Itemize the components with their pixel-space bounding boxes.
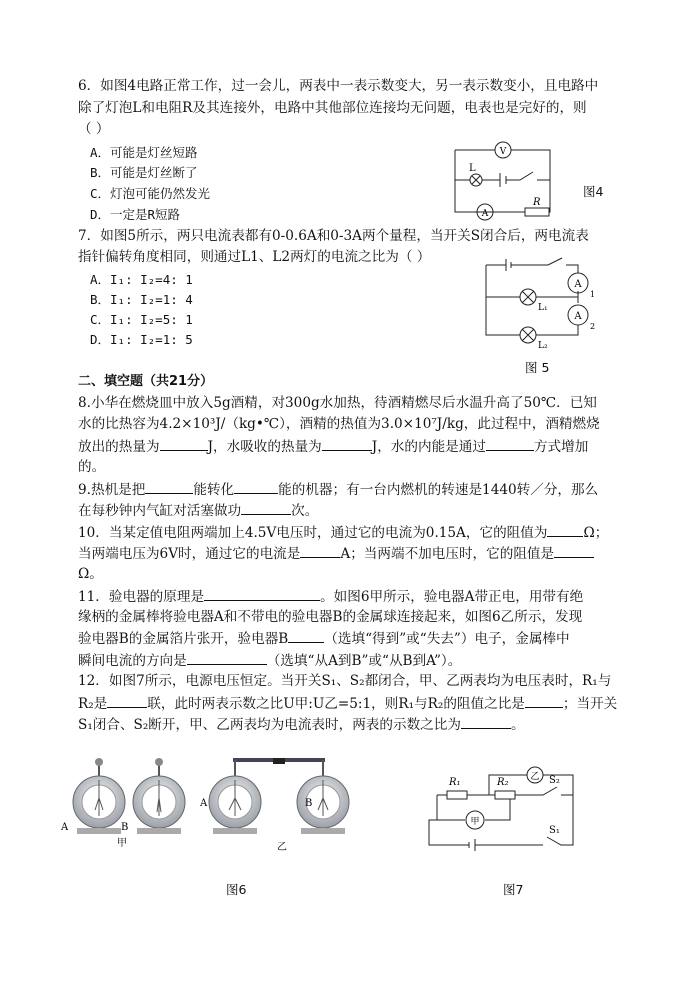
q12-blank-1[interactable] bbox=[107, 694, 147, 708]
fig4-ammeter-label: A bbox=[481, 209, 489, 219]
fig4-voltmeter-label: V bbox=[499, 147, 507, 157]
q6-line2: 除了灯泡L和电阻R及其连接外，电路中其他部位连接均无问题，电表也是完好的，则 bbox=[78, 100, 587, 116]
fig7-meter-jia-label: 甲 bbox=[470, 817, 480, 827]
q10-text-c: 当两端电压为6V时，通过它的电流是 bbox=[78, 546, 301, 562]
q7-option-d: D．I₁: I₂=1: 5 bbox=[90, 332, 193, 347]
figure-6-electroscopes bbox=[55, 758, 370, 858]
fig6-caption: 图6 bbox=[226, 882, 247, 897]
fig4-lamp-label: L bbox=[469, 163, 476, 174]
fig6-label-b: B bbox=[121, 822, 129, 833]
electroscope-a-right bbox=[209, 760, 261, 834]
q6-option-b: B．可能是灯丝断了 bbox=[90, 165, 198, 180]
q6-option-d: D．一定是R短路 bbox=[90, 207, 181, 222]
fig5-lamp1-label: L₁ bbox=[538, 303, 548, 313]
q9-text-a: 9.热机是把 bbox=[78, 482, 146, 498]
q9-line1 bbox=[78, 480, 598, 500]
q9-blank-2[interactable] bbox=[234, 480, 278, 494]
q11-blank-3[interactable] bbox=[187, 651, 267, 665]
q10-blank-2[interactable] bbox=[300, 544, 340, 558]
fig7-s2-label: S₂ bbox=[549, 775, 560, 786]
figure-4-circuit bbox=[445, 140, 565, 225]
q10-blank-1[interactable] bbox=[547, 523, 583, 537]
q8-text-b: J，水吸收的热量为 bbox=[207, 439, 322, 455]
fig5-lamp2-label: L₂ bbox=[538, 341, 548, 350]
fig5-caption: 图 5 bbox=[525, 360, 550, 375]
q9-blank-1[interactable] bbox=[145, 480, 193, 494]
q9-text-c: 能的机器；有一台内燃机的转速是1440转／分，那么 bbox=[278, 482, 599, 498]
q6-line1: 6．如图4电路正常工作，过一会儿，两表中一表示数变大，另一表示数变小，且电路中 bbox=[78, 78, 599, 94]
q8-line1: 8.小华在燃烧皿中放入5g酒精，对300g水加热，待酒精燃尽后水温升高了50℃．已知 bbox=[78, 395, 597, 411]
q10-text-b: Ω； bbox=[583, 525, 609, 541]
q10-line2 bbox=[78, 544, 594, 564]
q6-paren: （ ） bbox=[78, 121, 110, 137]
q11-blank-2[interactable] bbox=[288, 629, 324, 643]
q12-line1: 12．如图7所示，电源电压恒定。当开关S₁、S₂都闭合，甲、乙两表均为电压表时，R₁与 bbox=[78, 673, 612, 689]
q10-line1 bbox=[78, 523, 608, 543]
fig5-meter1-number: 1 bbox=[590, 290, 596, 299]
q11-line1 bbox=[78, 587, 583, 607]
q9-line2 bbox=[78, 501, 318, 521]
q11-line4 bbox=[78, 651, 461, 671]
fig5-meter2-number: 2 bbox=[590, 322, 596, 331]
q9-text-e: 次。 bbox=[291, 503, 319, 519]
q7-option-a: A．I₁: I₂=4: 1 bbox=[90, 272, 193, 287]
q11-text-f: 瞬间电流的方向是 bbox=[78, 653, 187, 669]
q11-text-a: 11．验电器的原理是 bbox=[78, 589, 205, 605]
q8-blank-2[interactable] bbox=[322, 437, 372, 451]
q11-text-b: 。如图6甲所示，验电器A带正电，用带有绝 bbox=[320, 589, 584, 605]
q10-line3: Ω。 bbox=[78, 566, 103, 582]
q7-option-b: B．I₁: I₂=1: 4 bbox=[90, 292, 193, 307]
q12-text-c: 联，此时两表示数之比U甲:U乙=5:1，则R₁与R₂的阻值之比是 bbox=[147, 696, 525, 712]
q12-text-f: 。 bbox=[510, 717, 525, 733]
q10-blank-3[interactable] bbox=[554, 544, 594, 558]
q7-line1: 7．如图5所示，两只电流表都有0-0.6A和0-3A两个量程，当开关S闭合后，两电流表 bbox=[78, 228, 589, 244]
q9-blank-3[interactable] bbox=[241, 501, 291, 515]
q11-text-d: 验电器B的金属箔片张开，验电器B bbox=[78, 631, 289, 647]
electroscope-b-left bbox=[133, 758, 185, 834]
fig5-ammeter1-label: A bbox=[574, 279, 582, 290]
q8-blank-3[interactable] bbox=[486, 437, 534, 451]
fig7-r1-label: R₁ bbox=[449, 777, 461, 788]
q11-line3 bbox=[78, 629, 570, 649]
fig6-label-b2: B bbox=[305, 798, 313, 809]
fig6-label-yi: 乙 bbox=[277, 842, 287, 853]
q7-option-c: C．I₁: I₂=5: 1 bbox=[90, 312, 193, 327]
q8-text-a: 放出的热量为 bbox=[78, 439, 160, 455]
q7-line2: 指针偏转角度相同，则通过L1、L2两灯的电流之比为（ ） bbox=[78, 249, 431, 265]
electroscope-a-left bbox=[73, 758, 125, 834]
q8-text-d: 方式增加 bbox=[533, 439, 589, 455]
q12-line3 bbox=[78, 715, 525, 735]
q8-line2: 水的比热容为4.2×10³J/（kg•℃），酒精的热值为3.0×10⁷J/kg，此过程中，酒精燃烧 bbox=[78, 416, 600, 432]
q9-text-b: 能转化 bbox=[193, 482, 235, 498]
q11-blank-1[interactable] bbox=[204, 587, 320, 601]
fig6-label-a2: A bbox=[200, 798, 208, 809]
fig6-label-a: A bbox=[61, 822, 69, 833]
electroscope-b-right bbox=[297, 760, 349, 834]
q6-option-c: C．灯泡可能仍然发光 bbox=[90, 186, 211, 201]
fig7-s1-label: S₁ bbox=[549, 825, 560, 836]
q11-text-e: （选填“得到”或“失去”）电子，金属棒中 bbox=[324, 631, 570, 647]
q12-line2 bbox=[78, 694, 617, 714]
q12-blank-2[interactable] bbox=[525, 694, 563, 708]
q9-text-d: 在每秒钟内气缸对活塞做功 bbox=[78, 503, 242, 519]
q12-text-b: R₂是 bbox=[78, 696, 108, 712]
fig6-label-jia: 甲 bbox=[117, 838, 127, 849]
q8-blank-1[interactable] bbox=[160, 437, 208, 451]
fig7-meter-yi-label: 乙 bbox=[530, 772, 540, 782]
q8-line3 bbox=[78, 437, 588, 457]
fig7-r2-label: R₂ bbox=[497, 777, 509, 788]
figure-5-circuit bbox=[478, 255, 608, 350]
q12-text-d: ；当开关 bbox=[562, 696, 618, 712]
q12-blank-3[interactable] bbox=[461, 715, 511, 729]
fig7-caption: 图7 bbox=[503, 882, 524, 897]
fig5-ammeter2-label: A bbox=[574, 311, 582, 322]
section-2-heading: 二、填空题（共21分） bbox=[78, 374, 214, 389]
figure-7-circuit bbox=[425, 765, 595, 857]
q8-line4: 的。 bbox=[78, 459, 106, 475]
q11-line2: 缘柄的金属棒将验电器A和不带电的验电器B的金属球连接起来，如图6乙所示，发现 bbox=[78, 609, 583, 625]
fig4-caption: 图4 bbox=[583, 184, 604, 199]
q12-text-e: S₁闭合、S₂断开，甲、乙两表均为电流表时，两表的示数之比为 bbox=[78, 717, 461, 733]
q6-option-a: A．可能是灯丝短路 bbox=[90, 145, 198, 160]
fig4-resistor-label: R bbox=[533, 197, 541, 208]
q11-text-g: （选填“从A到B”或“从B到A”）。 bbox=[266, 653, 462, 669]
q8-text-c: J，水的内能是通过 bbox=[371, 439, 486, 455]
q10-text-a: 10．当某定值电阻两端加上4.5V电压时，通过它的电流为0.15A，它的阻值为 bbox=[78, 525, 548, 541]
q10-text-d: A；当两端不加电压时，它的阻值是 bbox=[340, 546, 555, 562]
